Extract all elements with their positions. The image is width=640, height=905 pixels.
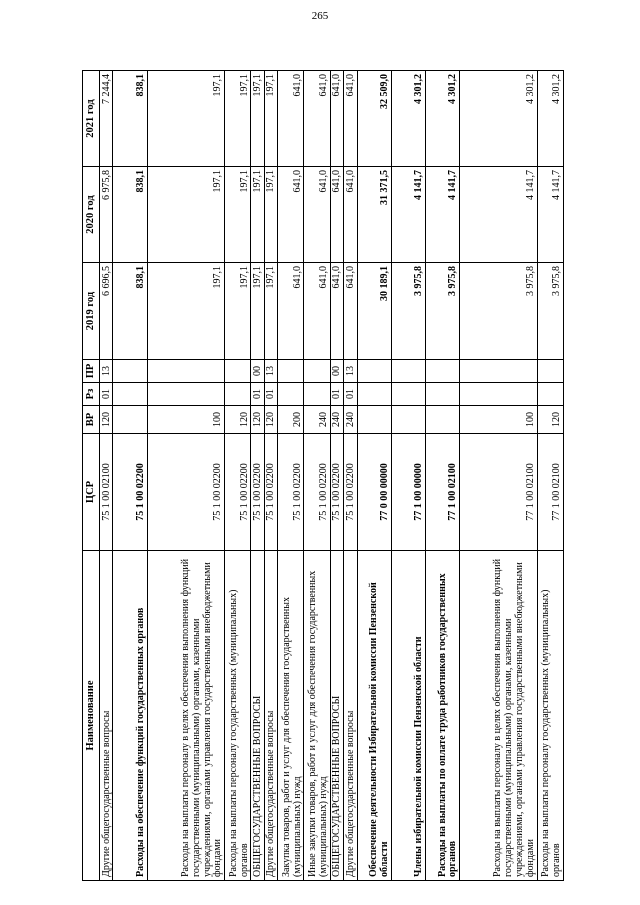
table-row [391, 71, 425, 881]
cell-2021: 32 509,0 [357, 71, 391, 167]
cell-2021: 641,0 [304, 71, 330, 167]
cell-rz [391, 383, 425, 406]
cell-2020: 197,1 [147, 167, 225, 263]
cell-rz [113, 383, 147, 406]
cell-2021: 641,0 [278, 71, 304, 167]
cell-2021: 197,1 [147, 71, 225, 167]
table-row [113, 71, 147, 881]
cell-2021: 641,0 [330, 71, 343, 167]
table-row [100, 71, 113, 881]
cell-2021: 4 301,2 [460, 71, 538, 167]
cell-name: Члены избирательной комиссии Пензенской области [391, 551, 425, 881]
header-pr: ПР [83, 360, 100, 383]
cell-2020: 4 141,7 [460, 167, 538, 263]
cell-2019: 3 975,8 [425, 263, 459, 360]
cell-2021: 197,1 [225, 71, 251, 167]
cell-name: Другие общегосударственные вопросы [100, 551, 113, 881]
table-row [147, 71, 225, 881]
cell-pr [113, 360, 147, 383]
cell-2020: 4 141,7 [425, 167, 459, 263]
cell-2019: 3 975,8 [391, 263, 425, 360]
table-row [357, 71, 391, 881]
cell-2021: 838,1 [113, 71, 147, 167]
cell-2021: 197,1 [264, 71, 277, 167]
page-number: 265 [311, 10, 329, 22]
cell-csr: 75 1 00 02200 [304, 434, 330, 551]
cell-csr: 77 1 00 02100 [537, 434, 563, 551]
cell-2021: 4 301,2 [391, 71, 425, 167]
cell-rz [225, 383, 251, 406]
cell-2020: 641,0 [304, 167, 330, 263]
table-row [264, 71, 277, 881]
cell-rz: 01 [330, 383, 343, 406]
cell-vr: 240 [344, 406, 357, 434]
cell-vr: 200 [278, 406, 304, 434]
cell-name: ОБЩЕГОСУДАРСТВЕННЫЕ ВОПРОСЫ [251, 551, 264, 881]
table-row [425, 71, 459, 881]
cell-vr: 240 [330, 406, 343, 434]
cell-2020: 31 371,5 [357, 167, 391, 263]
cell-csr: 75 1 00 02200 [225, 434, 251, 551]
cell-name: Другие общегосударственные вопросы [264, 551, 277, 881]
cell-name: Расходы на обеспечение функций государственных органов [113, 551, 147, 881]
cell-csr: 75 1 00 02200 [147, 434, 225, 551]
cell-rz [357, 383, 391, 406]
cell-name: Расходы на выплаты персоналу в целях обеспечения выполнения функций государственными (муниципальными) органами, казенными учреждениями, органами управления государственными внебюджетными фондами [460, 551, 538, 881]
cell-rz: 01 [264, 383, 277, 406]
cell-name: Расходы на выплаты по оплате труда работников государственных органов [425, 551, 459, 881]
cell-2020: 838,1 [113, 167, 147, 263]
cell-rz [278, 383, 304, 406]
table-row [330, 71, 343, 881]
cell-2021: 4 301,2 [425, 71, 459, 167]
cell-pr [425, 360, 459, 383]
cell-csr: 75 1 00 02200 [344, 434, 357, 551]
cell-2021: 7 244,4 [100, 71, 113, 167]
cell-2020: 197,1 [225, 167, 251, 263]
cell-name: Расходы на выплаты персоналу в целях обеспечения выполнения функций государственными (муниципальными) органами, казенными учреждениями, органами управления государственными внебюджетными фондами [147, 551, 225, 881]
cell-pr: 00 [251, 360, 264, 383]
cell-name: ОБЩЕГОСУДАРСТВЕННЫЕ ВОПРОСЫ [330, 551, 343, 881]
header-2020: 2020 год [83, 167, 100, 263]
cell-rz [425, 383, 459, 406]
header-name: Наименование [83, 551, 100, 881]
cell-name: Обеспечение деятельности Избирательной комиссии Пензенской области [357, 551, 391, 881]
cell-pr: 13 [344, 360, 357, 383]
cell-pr: 13 [100, 360, 113, 383]
table-header-row [83, 71, 100, 881]
cell-vr: 120 [264, 406, 277, 434]
cell-pr [391, 360, 425, 383]
cell-name: Иные закупки товаров, работ и услуг для обеспечения государственных (муниципальных) нужд [304, 551, 330, 881]
cell-csr: 75 1 00 02200 [113, 434, 147, 551]
cell-csr: 75 1 00 02200 [251, 434, 264, 551]
cell-2019: 197,1 [251, 263, 264, 360]
header-2019: 2019 год [83, 263, 100, 360]
cell-name: Закупка товаров, работ и услуг для обеспечения государственных (муниципальных) нужд [278, 551, 304, 881]
cell-vr: 120 [537, 406, 563, 434]
table-row [344, 71, 357, 881]
cell-2019: 197,1 [264, 263, 277, 360]
cell-2020: 6 975,8 [100, 167, 113, 263]
cell-name: Другие общегосударственные вопросы [344, 551, 357, 881]
table-row [225, 71, 251, 881]
cell-pr [537, 360, 563, 383]
cell-vr [113, 406, 147, 434]
cell-vr: 120 [100, 406, 113, 434]
cell-rz: 01 [344, 383, 357, 406]
cell-rz [304, 383, 330, 406]
cell-pr [225, 360, 251, 383]
cell-2019: 3 975,8 [460, 263, 538, 360]
table-row [251, 71, 264, 881]
table-row [278, 71, 304, 881]
header-rz: Рз [83, 383, 100, 406]
table-row [537, 71, 563, 881]
cell-csr: 75 1 00 02200 [278, 434, 304, 551]
cell-pr [460, 360, 538, 383]
cell-vr: 240 [304, 406, 330, 434]
header-vr: ВР [83, 406, 100, 434]
cell-2020: 197,1 [264, 167, 277, 263]
cell-pr [304, 360, 330, 383]
cell-rz [147, 383, 225, 406]
rotated-table-container [82, 71, 564, 881]
cell-vr: 100 [147, 406, 225, 434]
header-csr: ЦСР [83, 434, 100, 551]
cell-csr: 75 1 00 02200 [264, 434, 277, 551]
cell-rz [460, 383, 538, 406]
cell-2019: 3 975,8 [537, 263, 563, 360]
cell-vr [391, 406, 425, 434]
cell-2019: 838,1 [113, 263, 147, 360]
cell-2019: 641,0 [304, 263, 330, 360]
cell-rz [537, 383, 563, 406]
cell-2019: 6 696,5 [100, 263, 113, 360]
cell-csr: 75 1 00 02200 [330, 434, 343, 551]
cell-pr: 13 [264, 360, 277, 383]
cell-2020: 4 141,7 [537, 167, 563, 263]
cell-2020: 197,1 [251, 167, 264, 263]
cell-vr: 100 [460, 406, 538, 434]
cell-2019: 641,0 [278, 263, 304, 360]
cell-csr: 77 1 00 00000 [391, 434, 425, 551]
cell-pr: 00 [330, 360, 343, 383]
table-row [304, 71, 330, 881]
header-2021: 2021 год [83, 71, 100, 167]
cell-pr [278, 360, 304, 383]
table-row [460, 71, 538, 881]
cell-2019: 30 189,1 [357, 263, 391, 360]
cell-2020: 641,0 [278, 167, 304, 263]
cell-csr: 77 1 00 02100 [425, 434, 459, 551]
cell-name: Расходы на выплаты персоналу государственных (муниципальных) органов [225, 551, 251, 881]
cell-name: Расходы на выплаты персоналу государственных (муниципальных) органов [537, 551, 563, 881]
cell-rz: 01 [100, 383, 113, 406]
cell-2019: 197,1 [147, 263, 225, 360]
cell-csr: 77 0 00 00000 [357, 434, 391, 551]
cell-vr: 120 [251, 406, 264, 434]
cell-2020: 4 141,7 [391, 167, 425, 263]
cell-vr: 120 [225, 406, 251, 434]
cell-pr [147, 360, 225, 383]
cell-2021: 641,0 [344, 71, 357, 167]
cell-pr [357, 360, 391, 383]
cell-csr: 77 1 00 02100 [460, 434, 538, 551]
cell-2019: 197,1 [225, 263, 251, 360]
cell-2020: 641,0 [344, 167, 357, 263]
cell-2019: 641,0 [330, 263, 343, 360]
cell-csr: 75 1 00 02100 [100, 434, 113, 551]
cell-2019: 641,0 [344, 263, 357, 360]
cell-vr [425, 406, 459, 434]
cell-2021: 4 301,2 [537, 71, 563, 167]
cell-2020: 641,0 [330, 167, 343, 263]
cell-rz: 01 [251, 383, 264, 406]
cell-2021: 197,1 [251, 71, 264, 167]
budget-table [82, 70, 564, 881]
cell-vr [357, 406, 391, 434]
